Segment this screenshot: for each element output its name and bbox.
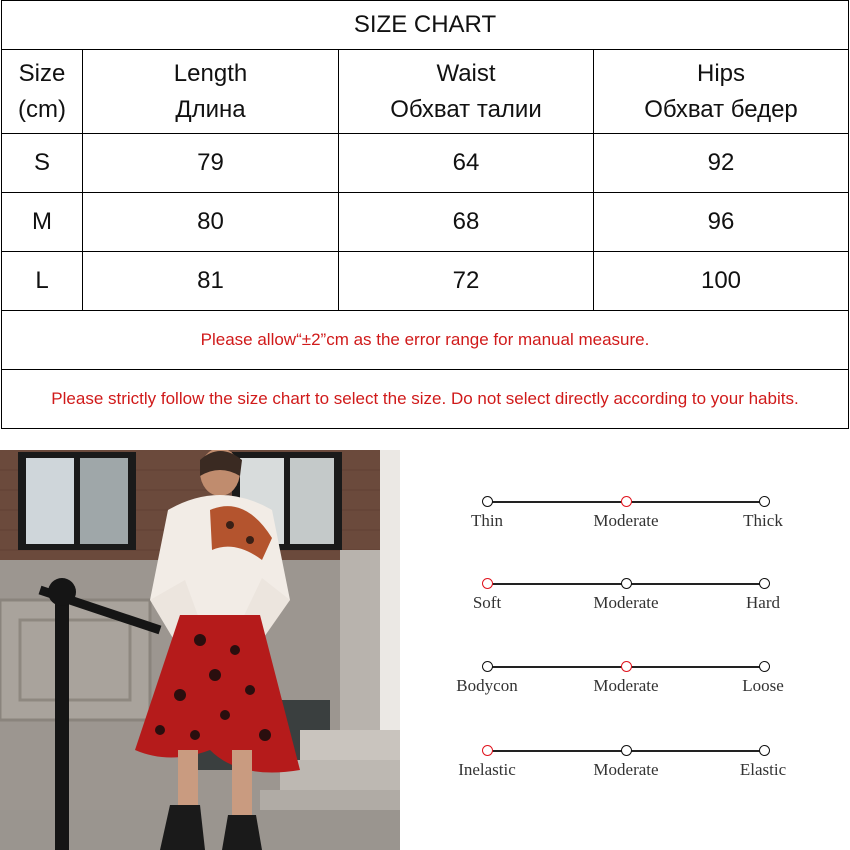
size-chart <box>1 0 848 430</box>
cell-length: 79 <box>83 134 339 193</box>
scale-dot <box>482 496 493 507</box>
cell-waist: 68 <box>339 193 594 252</box>
scale-dot-selected <box>621 496 632 507</box>
scale-label-thin: Thin <box>470 511 504 530</box>
cell-size: L <box>2 252 83 311</box>
chart-title: SIZE CHART <box>2 1 849 50</box>
scale-label-loose: Loose <box>742 676 784 695</box>
scale-dot-selected <box>621 661 632 672</box>
scale-dot <box>759 661 770 672</box>
scale-dot <box>621 745 632 756</box>
header-size: Size (cm) <box>2 50 83 134</box>
error-range-note: Please allow“±2”cm as the error range for manual measure. <box>2 311 849 370</box>
cell-hips: 96 <box>594 193 849 252</box>
scale-dot-selected <box>482 745 493 756</box>
fit-scale <box>440 662 810 712</box>
scale-label-moderate: Moderate <box>593 760 659 779</box>
product-photo <box>0 450 400 850</box>
cell-size: S <box>2 134 83 193</box>
header-hips: Hips Обхват бедер <box>594 50 849 134</box>
scale-dot <box>482 661 493 672</box>
scale-dot <box>759 496 770 507</box>
model-photo-illustration <box>0 450 400 850</box>
scale-label-inelastic: Inelastic <box>458 760 516 779</box>
cell-size: M <box>2 193 83 252</box>
scale-label-hard: Hard <box>746 593 780 612</box>
scale-dot <box>759 745 770 756</box>
cell-waist: 64 <box>339 134 594 193</box>
table-row <box>2 134 849 193</box>
scale-label-bodycon: Bodycon <box>456 676 518 695</box>
scale-label-thick: Thick <box>743 511 783 530</box>
cell-length: 80 <box>83 193 339 252</box>
scale-dot-selected <box>482 578 493 589</box>
scale-label-soft: Soft <box>472 593 502 612</box>
cell-length: 81 <box>83 252 339 311</box>
table-row <box>2 193 849 252</box>
table-row <box>2 252 849 311</box>
scale-label-elastic: Elastic <box>739 760 787 779</box>
scale-dot <box>759 578 770 589</box>
thickness-scale <box>440 497 810 547</box>
elasticity-scale <box>440 746 810 796</box>
size-table <box>1 0 849 429</box>
header-waist: Waist Обхват талии <box>339 50 594 134</box>
softness-scale <box>440 579 810 629</box>
cell-waist: 72 <box>339 252 594 311</box>
cell-hips: 92 <box>594 134 849 193</box>
cell-hips: 100 <box>594 252 849 311</box>
header-row <box>2 50 849 134</box>
scale-dot <box>621 578 632 589</box>
scale-label-moderate: Moderate <box>593 593 659 612</box>
scale-label-moderate: Moderate <box>593 511 659 530</box>
follow-chart-note: Please strictly follow the size chart to select the size. Do not select directly according to your habits. <box>2 370 849 429</box>
header-length: Length Длина <box>83 50 339 134</box>
scale-label-moderate: Moderate <box>593 676 659 695</box>
